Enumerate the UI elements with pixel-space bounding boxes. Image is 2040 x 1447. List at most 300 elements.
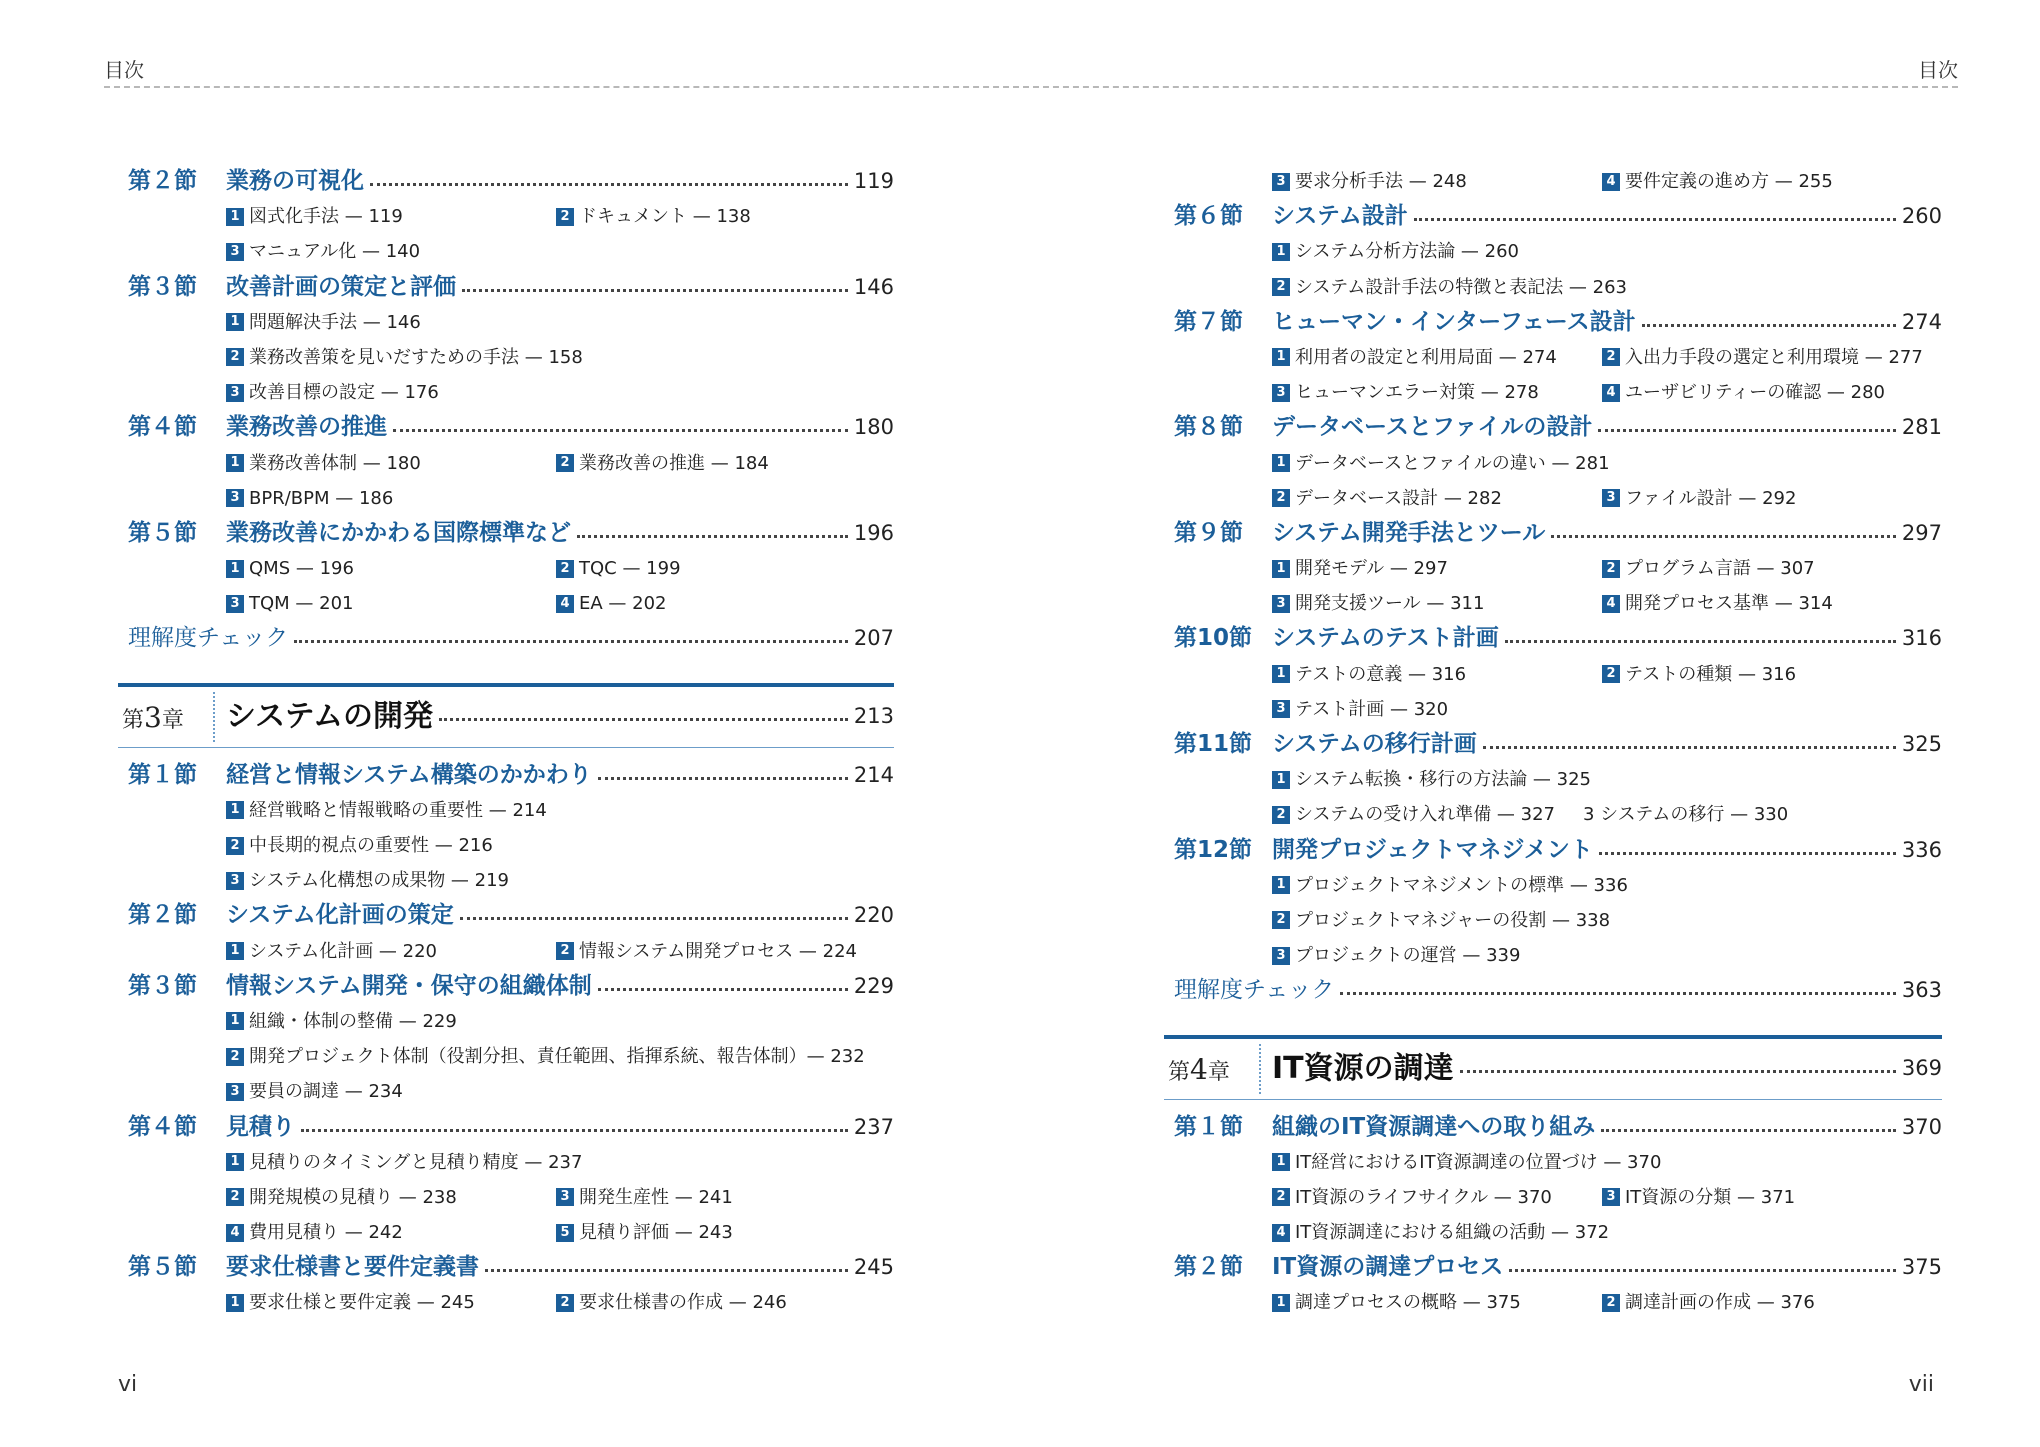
subsection-number-badge: 4 (1602, 384, 1620, 402)
subsection-text: 図式化手法 — 119 (249, 206, 403, 228)
section-title: システム開発手法とツール (1272, 519, 1546, 546)
section-label: 第２節 (128, 168, 197, 194)
subsection-row (1164, 938, 1942, 973)
section-entry[interactable] (118, 1250, 894, 1285)
toc-left-column (118, 164, 894, 1321)
subsection-text: プログラム言語 — 307 (1625, 558, 1815, 580)
subsection-row (118, 551, 894, 586)
page-number: 196 (853, 520, 894, 545)
section-label: 第９節 (1174, 519, 1243, 546)
subsection-number-badge: 3 (226, 1083, 244, 1101)
subsection-text: システム化構想の成果物 — 219 (249, 870, 509, 892)
subsection-row (118, 793, 894, 828)
subsection-number-badge: 2 (1602, 560, 1620, 578)
subsection-number-badge: 3 (1272, 173, 1290, 191)
subsection-number-badge: 1 (1272, 454, 1290, 472)
subsection-item[interactable] (556, 586, 667, 621)
subsection-number-badge: 1 (1272, 876, 1290, 894)
dot-leader (1551, 535, 1896, 538)
subsection-item[interactable] (226, 863, 509, 898)
subsection-item[interactable] (1272, 234, 1519, 269)
subsection-row (118, 375, 894, 410)
dot-leader (577, 535, 848, 538)
subsection-item[interactable] (1272, 551, 1448, 586)
subsection-number-badge: 2 (1602, 348, 1620, 366)
subsection-row (118, 1039, 894, 1074)
section-entry[interactable] (118, 898, 894, 933)
subsection-text: 開発生産性 — 241 (579, 1186, 733, 1208)
subsection-number-badge: 2 (226, 348, 244, 366)
subsection-number-badge: 1 (226, 1153, 244, 1171)
running-head-left: 目次 (104, 58, 144, 82)
check-title: 理解度チェック (1174, 977, 1335, 1004)
subsection-text: システム化計画 — 220 (249, 940, 437, 962)
section-label: 第２節 (128, 902, 197, 929)
subsection-row (118, 234, 894, 269)
page-number: 316 (1901, 626, 1942, 651)
subsection-row (118, 446, 894, 481)
section-entry[interactable] (1164, 199, 1942, 234)
section-title: 改善計画の策定と評価 (226, 273, 456, 300)
section-entry[interactable] (118, 758, 894, 793)
subsection-extra: 3 システムの移行 — 330 (1583, 804, 1789, 826)
subsection-item[interactable] (226, 1145, 582, 1180)
subsection-text: システム転換・移行の方法論 — 325 (1295, 769, 1591, 791)
subsection-item[interactable] (556, 1180, 733, 1215)
subsection-item[interactable] (226, 551, 354, 586)
subsection-text: TQC — 199 (579, 558, 681, 580)
subsection-item[interactable] (1272, 1145, 1661, 1180)
page-number: 146 (853, 274, 894, 299)
subsection-number-badge: 1 (226, 1294, 244, 1312)
section-title: 開発プロジェクトマネジメント (1272, 836, 1593, 863)
toc-right-column (1164, 164, 1942, 1321)
subsection-number-badge: 1 (226, 454, 244, 472)
subsection-item[interactable] (1272, 692, 1448, 727)
section-label: 第４節 (128, 1113, 197, 1140)
page-number: 325 (1901, 732, 1942, 756)
subsection-number-badge: 2 (226, 1188, 244, 1206)
subsection-item[interactable] (226, 234, 420, 269)
subsection-item[interactable] (1272, 164, 1467, 199)
dot-leader (1601, 1129, 1896, 1132)
section-group (1164, 199, 1942, 973)
subsection-number-badge: 3 (1272, 700, 1290, 718)
subsection-item[interactable] (226, 446, 421, 481)
section-label: 第１節 (128, 761, 197, 788)
section-entry[interactable] (118, 1110, 894, 1145)
subsection-text: 開発プロセス基準 — 314 (1625, 593, 1833, 615)
dot-leader (393, 429, 848, 432)
subsection-item[interactable] (226, 586, 354, 621)
page-number: 207 (853, 626, 894, 651)
subsection-number-badge: 3 (1602, 489, 1620, 507)
section-entry[interactable] (118, 164, 894, 199)
subsection-item[interactable] (1272, 762, 1591, 797)
subsection-number-badge: 4 (1272, 1224, 1290, 1242)
dot-leader (598, 988, 848, 991)
page-number: 220 (853, 903, 894, 928)
chapter-separator (1259, 1044, 1261, 1094)
section-entry[interactable] (1164, 727, 1942, 762)
section-title: 業務改善の推進 (226, 414, 387, 441)
subsection-text: データベースとファイルの違い — 281 (1295, 452, 1610, 474)
subsection-text: 調達計画の作成 — 376 (1625, 1292, 1815, 1314)
subsection-row (118, 1074, 894, 1109)
subsection-number-badge: 1 (1272, 348, 1290, 366)
section-title: 経営と情報システム構築のかかわり (226, 761, 592, 788)
subsection-text: IT資源調達における組織の活動 — 372 (1295, 1222, 1610, 1244)
subsection-row (1164, 762, 1942, 797)
subsection-row (1164, 270, 1942, 305)
section-label: 第６節 (1174, 203, 1243, 230)
section-entry[interactable] (1164, 833, 1942, 868)
subsection-row (1164, 657, 1942, 692)
subsection-item[interactable] (1272, 270, 1627, 305)
subsection-number-badge: 1 (1272, 665, 1290, 683)
subsection-text: プロジェクトの運営 — 339 (1295, 945, 1521, 967)
section-label: 第８節 (1174, 414, 1243, 441)
chapter-separator (213, 692, 215, 742)
section-entry[interactable] (118, 969, 894, 1004)
subsection-row (1164, 164, 1942, 199)
subsection-text: TQM — 201 (249, 593, 354, 615)
subsection-row (118, 863, 894, 898)
subsection-row (118, 340, 894, 375)
comprehension-check-entry[interactable] (118, 621, 894, 656)
subsection-text: QMS — 196 (249, 558, 354, 580)
section-title: 見積り (226, 1113, 295, 1140)
section-entry[interactable] (1164, 516, 1942, 551)
subsection-item[interactable] (556, 934, 857, 969)
subsection-row (118, 1285, 894, 1320)
section-entry[interactable] (1164, 621, 1942, 656)
subsection-number-badge: 3 (226, 489, 244, 507)
subsection-number-badge: 3 (1272, 595, 1290, 613)
subsection-text: 問題解決手法 — 146 (249, 311, 421, 333)
subsection-row (1164, 234, 1942, 269)
subsection-row (1164, 1180, 1942, 1215)
section-entry[interactable] (1164, 1110, 1942, 1145)
dot-leader (301, 1129, 848, 1132)
subsection-number-badge: 3 (226, 384, 244, 402)
subsection-row (1164, 868, 1942, 903)
subsection-item[interactable] (1272, 797, 1788, 832)
subsection-number-badge: 1 (226, 1012, 244, 1030)
subsection-number-badge: 2 (1602, 665, 1620, 683)
subsection-number-badge: 4 (1602, 173, 1620, 191)
subsection-item[interactable] (226, 1180, 457, 1215)
subsection-number-badge: 2 (556, 208, 574, 226)
section-label: 第３節 (128, 972, 197, 999)
subsection-item[interactable] (226, 1004, 457, 1039)
subsection-text: 改善目標の設定 — 176 (249, 382, 439, 404)
section-label: 第２節 (1174, 1254, 1243, 1281)
subsection-text: 費用見積り — 242 (249, 1222, 403, 1244)
subsection-text: ファイル設計 — 292 (1625, 487, 1797, 509)
dot-leader (460, 917, 848, 920)
subsection-row (118, 481, 894, 516)
dot-leader (294, 640, 848, 643)
subsection-row (118, 1180, 894, 1215)
subsection-item[interactable] (1272, 657, 1466, 692)
chapter-title: システムの開発 (226, 698, 433, 734)
page-folio-right: vii (1908, 1372, 1934, 1397)
section-entry[interactable] (118, 270, 894, 305)
section-entry[interactable] (118, 410, 894, 445)
dot-leader (1460, 1070, 1896, 1073)
section-entry[interactable] (118, 516, 894, 551)
subsection-row (118, 1004, 894, 1039)
dot-leader (462, 289, 848, 292)
subsection-text: ドキュメント — 138 (579, 206, 751, 228)
section-title: システム設計 (1272, 203, 1408, 230)
subsection-number-badge: 3 (226, 243, 244, 261)
dot-leader (1642, 324, 1896, 327)
dot-leader (485, 1269, 848, 1272)
subsection-item[interactable] (1602, 551, 1815, 586)
subsection-text: 見積りのタイミングと見積り精度 — 237 (249, 1151, 583, 1173)
subsection-text: システムの受け入れ準備 — 327 (1295, 804, 1555, 826)
subsection-row (1164, 1285, 1942, 1320)
subsection-row (1164, 692, 1942, 727)
subsection-item[interactable] (1602, 1285, 1815, 1320)
subsection-item[interactable] (226, 199, 403, 234)
subsection-number-badge: 2 (556, 560, 574, 578)
page-number: 281 (1901, 415, 1942, 440)
section-label: 第４節 (128, 414, 197, 441)
subsection-text: ユーザビリティーの確認 — 280 (1625, 382, 1885, 404)
subsection-number-badge: 2 (556, 454, 574, 472)
subsection-text: 要員の調達 — 234 (249, 1081, 403, 1103)
subsection-number-badge: 2 (1272, 1188, 1290, 1206)
subsection-number-badge: 2 (1272, 489, 1290, 507)
subsection-item[interactable] (226, 934, 437, 969)
chapter-label: 第4章 (1168, 1052, 1230, 1086)
section-label: 第３節 (128, 273, 197, 300)
page-number: 180 (853, 415, 894, 440)
subsection-number-badge: 2 (1272, 911, 1290, 929)
subsection-text: プロジェクトマネジメントの標準 — 336 (1295, 874, 1628, 896)
subsection-row (1164, 551, 1942, 586)
comprehension-check-entry[interactable] (1164, 973, 1942, 1008)
chapter-title: IT資源の調達 (1272, 1050, 1454, 1086)
subsection-item[interactable] (556, 446, 769, 481)
page-number: 297 (1901, 520, 1942, 545)
subsection-row (1164, 1145, 1942, 1180)
subsection-item[interactable] (226, 793, 547, 828)
subsection-item[interactable] (1272, 446, 1610, 481)
subsection-text: プロジェクトマネジャーの役割 — 338 (1295, 909, 1611, 931)
subsection-row (1164, 446, 1942, 481)
section-title: 要求仕様書と要件定義書 (226, 1254, 479, 1281)
subsection-text: 情報システム開発プロセス — 224 (579, 940, 857, 962)
subsection-item[interactable] (1272, 1215, 1609, 1250)
subsection-item[interactable] (1272, 938, 1520, 973)
subsection-item[interactable] (1602, 586, 1833, 621)
subsection-row (118, 1145, 894, 1180)
subsection-text: 開発モデル — 297 (1295, 558, 1448, 580)
subsection-item[interactable] (226, 340, 583, 375)
subsection-text: マニュアル化 — 140 (249, 241, 421, 263)
subsection-row (1164, 797, 1942, 832)
section-group (1164, 1110, 1942, 1321)
subsection-number-badge: 2 (226, 837, 244, 855)
section-label: 第５節 (128, 519, 197, 546)
subsection-item[interactable] (556, 551, 681, 586)
subsection-row (118, 305, 894, 340)
section-label: 第10節 (1174, 625, 1253, 652)
subsection-item[interactable] (226, 1039, 865, 1074)
subsection-row (1164, 586, 1942, 621)
chapter-4-heading[interactable] (1164, 1035, 1942, 1100)
subsection-row (118, 199, 894, 234)
subsection-number-badge: 1 (1272, 243, 1290, 261)
subsection-text: 業務改善策を見いだすための手法 — 158 (249, 346, 583, 368)
section-title: データベースとファイルの設計 (1272, 414, 1593, 441)
subsection-row (1164, 903, 1942, 938)
subsection-number-badge: 1 (1272, 560, 1290, 578)
subsection-text: 組織・体制の整備 — 229 (249, 1010, 457, 1032)
subsection-item[interactable] (1602, 1180, 1795, 1215)
subsection-text: データベース設計 — 282 (1295, 487, 1502, 509)
subsection-item[interactable] (1602, 481, 1796, 516)
subsection-number-badge: 3 (226, 872, 244, 890)
subsection-text: 要求仕様書の作成 — 246 (579, 1292, 787, 1314)
subsection-row (1164, 1215, 1942, 1250)
section-title: ヒューマン・インターフェース設計 (1272, 308, 1636, 335)
subsection-text: 要求分析手法 — 248 (1295, 171, 1467, 192)
section-title: 情報システム開発・保守の組織体制 (226, 972, 592, 999)
subsection-number-badge: 1 (226, 942, 244, 960)
subsection-text: IT資源の分類 — 371 (1625, 1186, 1796, 1208)
subsection-item[interactable] (556, 1215, 733, 1250)
dot-leader (1414, 218, 1896, 221)
section-title: IT資源の調達プロセス (1272, 1254, 1504, 1281)
page-number: 245 (853, 1255, 894, 1280)
subsection-item[interactable] (1272, 1180, 1552, 1215)
subsection-item[interactable] (556, 1285, 787, 1320)
section-entry[interactable] (1164, 410, 1942, 445)
subsection-item[interactable] (1272, 375, 1539, 410)
page-number: 375 (1901, 1255, 1942, 1280)
subsection-item[interactable] (556, 199, 751, 234)
subsection-text: 中長期的視点の重要性 — 216 (249, 835, 493, 856)
dot-leader (1340, 992, 1896, 995)
section-title: システム化計画の策定 (226, 902, 454, 929)
page-folio-left: vi (118, 1372, 138, 1397)
subsection-text: IT資源のライフサイクル — 370 (1295, 1186, 1552, 1208)
page-number: 363 (1901, 978, 1942, 1003)
subsection-item[interactable] (226, 481, 393, 516)
subsection-number-badge: 4 (226, 1224, 244, 1242)
chapter-3-heading[interactable] (118, 683, 894, 748)
subsection-item[interactable] (226, 1285, 475, 1320)
subsection-text: 業務改善体制 — 180 (249, 452, 421, 474)
dot-leader (1599, 852, 1896, 855)
chapter-label: 第3章 (122, 700, 184, 734)
header-divider (104, 86, 1958, 88)
subsection-number-badge: 1 (226, 801, 244, 819)
subsection-item[interactable] (226, 305, 421, 340)
section-title: システムのテスト計画 (1272, 625, 1499, 652)
subsection-item[interactable] (226, 375, 439, 410)
section-label: 第５節 (128, 1254, 197, 1281)
subsection-row (118, 1215, 894, 1250)
subsection-item[interactable] (1602, 657, 1796, 692)
subsection-item[interactable] (226, 828, 493, 863)
subsection-item[interactable] (1272, 903, 1610, 938)
subsection-text: IT経営におけるIT資源調達の位置づけ — 370 (1295, 1151, 1662, 1173)
subsection-item[interactable] (1602, 375, 1885, 410)
section-title: システムの移行計画 (1272, 731, 1477, 757)
subsection-item[interactable] (1272, 481, 1502, 516)
subsection-text: 利用者の設定と利用局面 — 274 (1295, 346, 1557, 368)
subsection-row (1164, 340, 1942, 375)
subsection-item[interactable] (1602, 164, 1833, 199)
subsection-number-badge: 1 (226, 560, 244, 578)
page-number: 229 (853, 973, 894, 998)
subsection-item[interactable] (1272, 586, 1484, 621)
subsection-row (118, 586, 894, 621)
subsection-text: 調達プロセスの概略 — 375 (1295, 1292, 1521, 1314)
subsection-number-badge: 1 (1272, 771, 1290, 789)
section-title: 組織のIT資源調達への取り組み (1272, 1113, 1596, 1140)
dot-leader (1509, 1269, 1896, 1272)
subsection-number-badge: 1 (1272, 1153, 1290, 1171)
page-number: 370 (1901, 1114, 1942, 1139)
subsection-row (1164, 375, 1942, 410)
subsection-text: システム設計手法の特徴と表記法 — 263 (1295, 276, 1627, 298)
subsection-item[interactable] (1272, 868, 1628, 903)
section-entry[interactable] (1164, 305, 1942, 340)
page-number: 260 (1901, 204, 1942, 229)
subsection-number-badge: 2 (1602, 1294, 1620, 1312)
running-head-right: 目次 (1918, 58, 1958, 82)
subsection-number-badge: 4 (1602, 595, 1620, 613)
subsection-item[interactable] (1602, 340, 1923, 375)
subsection-text: 業務改善の推進 — 184 (579, 452, 769, 474)
section-label: 第11節 (1174, 731, 1253, 757)
page-number: 369 (1901, 1055, 1942, 1080)
subsection-number-badge: 2 (1272, 278, 1290, 296)
subsection-item[interactable] (226, 1074, 403, 1109)
subsection-number-badge: 2 (556, 1294, 574, 1312)
subsection-text: ヒューマンエラー対策 — 278 (1295, 382, 1539, 404)
dot-leader (1505, 640, 1896, 643)
subsection-text: テストの種類 — 316 (1625, 663, 1797, 685)
subsection-row (118, 828, 894, 863)
subsection-item[interactable] (1272, 340, 1557, 375)
subsection-number-badge: 3 (1602, 1188, 1620, 1206)
page-number: 214 (853, 762, 894, 787)
subsection-text: 経営戦略と情報戦略の重要性 — 214 (249, 799, 547, 821)
section-entry[interactable] (1164, 1250, 1942, 1285)
section-title: 業務改善にかかわる国際標準など (226, 519, 571, 546)
subsection-item[interactable] (226, 1215, 403, 1250)
subsection-number-badge: 2 (226, 1048, 244, 1066)
subsection-text: システム分析方法論 — 260 (1295, 241, 1519, 263)
subsection-text: 要求仕様と要件定義 — 245 (249, 1292, 475, 1314)
check-title: 理解度チェック (128, 625, 289, 652)
subsection-text: 開発規模の見積り — 238 (249, 1186, 457, 1208)
subsection-text: テストの意義 — 316 (1295, 663, 1467, 685)
subsection-number-badge: 2 (1272, 806, 1290, 824)
subsection-item[interactable] (1272, 1285, 1521, 1320)
subsection-number-badge: 4 (556, 595, 574, 613)
section-label: 第12節 (1174, 836, 1253, 863)
subsection-number-badge: 3 (1272, 947, 1290, 965)
